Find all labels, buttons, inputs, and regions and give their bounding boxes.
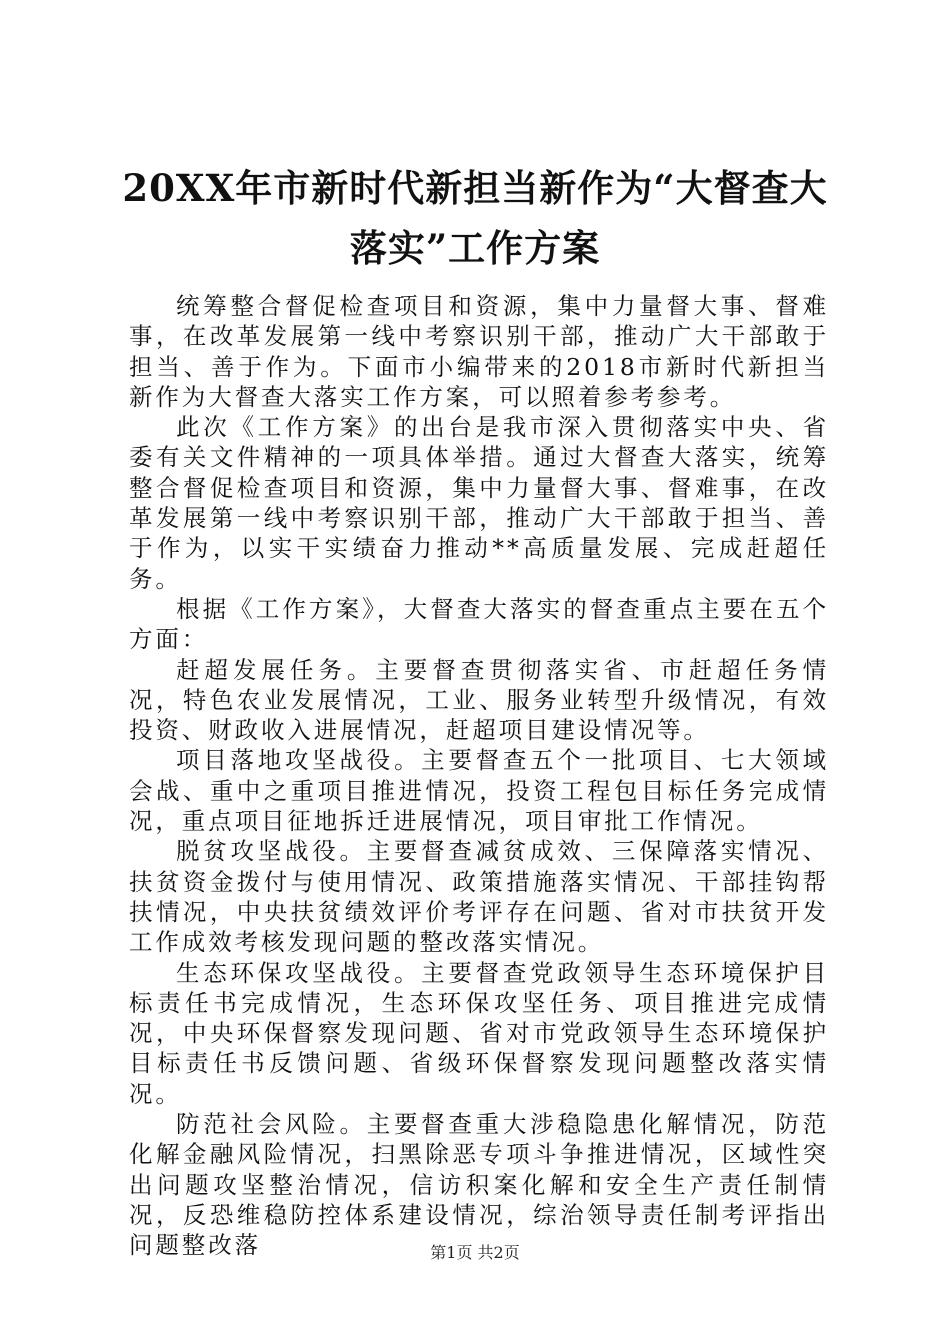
document-body (129, 291, 829, 1261)
paragraph-intro: 统筹整合督促检查项目和资源，集中力量督大事、督难事，在改革发展第一线中考察识别干部，推动广大干部敢于担当、善于作为。下面市小编带来的2018市新时代新担当新作为大督查大落实工作方案，可以照着参考参考。 (129, 292, 829, 411)
paragraph-poverty-campaign: 脱贫攻坚战役。主要督查减贫成效、三保障落实情况、扶贫资金拨付与使用情况、政策措施落实情况、干部挂钩帮扶情况，中央扶贫绩效评价考评存在问题、省对市扶贫开发工作成效考核发现问题的整改落实情况。 (129, 837, 829, 957)
document-title: 20XX年市新时代新担当新作为“大督查大落实”工作方案 (122, 166, 828, 270)
paragraph-ecology-campaign: 生态环保攻坚战役。主要督查党政领导生态环境保护目标责任书完成情况，生态环保攻坚任务、项目推进完成情况，中央环保督察发现问题、省对市党政领导生态环境保护目标责任书反馈问题、省级环保督察发现问题整改落实情况。 (129, 958, 829, 1108)
paragraph-social-risk: 防范社会风险。主要督查重大涉稳隐患化解情况，防范化解金融风险情况，扫黑除恶专项斗争推进情况，区域性突出问题攻坚整治情况，信访积案化解和安全生产责任制情况，反恐维稳防控体系建设情况，综治领导责任制考评指出问题整改落 (129, 1110, 829, 1260)
page-number-footer: 第1页 共2页 (430, 1243, 520, 1262)
paragraph-background: 此次《工作方案》的出台是我市深入贯彻落实中央、省委有关文件精神的一项具体举措。通过大督查大落实，统筹整合督促检查项目和资源，集中力量督大事、督难事，在改革发展第一线中考察识别干部，推动广大干部敢于担当、善于作为，以实干实绩奋力推动**高质量发展、完成赶超任务。 (129, 413, 829, 593)
paragraph-project-campaign: 项目落地攻坚战役。主要督查五个一批项目、七大领域会战、重中之重项目推进情况，投资工程包目标任务完成情况，重点项目征地拆迁进展情况，项目审批工作情况。 (129, 746, 829, 836)
paragraph-focus-areas: 根据《工作方案》，大督查大落实的督查重点主要在五个方面： (129, 594, 829, 654)
paragraph-catch-up-tasks: 赶超发展任务。主要督查贯彻落实省、市赶超任务情况，特色农业发展情况，工业、服务业转型升级情况，有效投资、财政收入进展情况，赶超项目建设情况等。 (129, 655, 829, 745)
